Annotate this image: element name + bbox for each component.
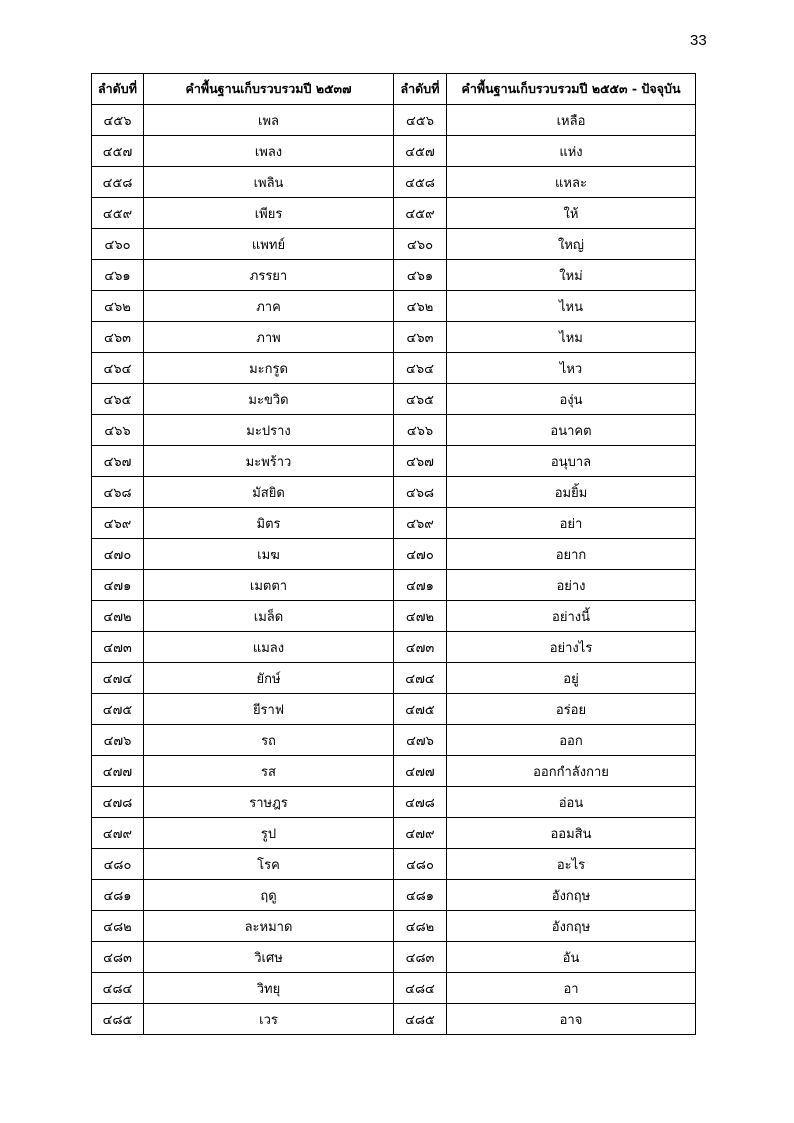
cell-word-2553: ใหม่	[447, 260, 696, 291]
cell-word-2537: มิตร	[144, 508, 394, 539]
table-row	[92, 136, 696, 167]
cell-word-2553: แห่ง	[447, 136, 696, 167]
cell-order-number-2537: ๔๗๑	[92, 570, 144, 601]
cell-word-2537: ภรรยา	[144, 260, 394, 291]
cell-order-number-2553: ๔๖๕	[394, 384, 447, 415]
table-row	[92, 849, 696, 880]
cell-order-number-2537: ๔๘๔	[92, 973, 144, 1004]
cell-word-2537: ยีราฟ	[144, 694, 394, 725]
table-row	[92, 973, 696, 1004]
table-row	[92, 167, 696, 198]
cell-order-number-2537: ๔๗๒	[92, 601, 144, 632]
cell-order-number-2537: ๔๖๑	[92, 260, 144, 291]
cell-word-2537: วิเศษ	[144, 942, 394, 973]
cell-order-number-2537: ๔๘๐	[92, 849, 144, 880]
table-row	[92, 508, 696, 539]
cell-word-2553: ออกกำลังกาย	[447, 756, 696, 787]
cell-word-2553: ไหม	[447, 322, 696, 353]
cell-word-2553: อา	[447, 973, 696, 1004]
table-row	[92, 353, 696, 384]
cell-word-2537: เมตตา	[144, 570, 394, 601]
cell-word-2553: อย่างนี้	[447, 601, 696, 632]
cell-order-number-2553: ๔๗๐	[394, 539, 447, 570]
cell-order-number-2537: ๔๖๔	[92, 353, 144, 384]
cell-word-2537: มะปราง	[144, 415, 394, 446]
cell-order-number-2553: ๔๕๖	[394, 105, 447, 136]
cell-word-2537: วิทยุ	[144, 973, 394, 1004]
cell-order-number-2537: ๔๖๓	[92, 322, 144, 353]
cell-word-2553: อัน	[447, 942, 696, 973]
cell-word-2553: อ่อน	[447, 787, 696, 818]
cell-word-2537: โรค	[144, 849, 394, 880]
cell-word-2537: เมล็ด	[144, 601, 394, 632]
cell-order-number-2537: ๔๖๘	[92, 477, 144, 508]
cell-word-2537: แพทย์	[144, 229, 394, 260]
header-basic-words-2537: คำพื้นฐานเก็บรวบรวมปี ๒๕๓๗	[144, 74, 394, 105]
cell-order-number-2553: ๔๗๔	[394, 663, 447, 694]
cell-word-2553: อนุบาล	[447, 446, 696, 477]
cell-word-2553: อย่างไร	[447, 632, 696, 663]
cell-order-number-2537: ๔๖๒	[92, 291, 144, 322]
table-body	[92, 105, 696, 1035]
cell-order-number-2537: ๔๗๖	[92, 725, 144, 756]
cell-order-number-2553: ๔๘๔	[394, 973, 447, 1004]
cell-word-2553: อย่าง	[447, 570, 696, 601]
cell-order-number-2553: ๔๗๗	[394, 756, 447, 787]
cell-word-2553: ไหน	[447, 291, 696, 322]
cell-order-number-2537: ๔๗๔	[92, 663, 144, 694]
cell-word-2553: อย่า	[447, 508, 696, 539]
cell-order-number-2537: ๔๖๖	[92, 415, 144, 446]
cell-word-2537: ฤดู	[144, 880, 394, 911]
table-row	[92, 229, 696, 260]
cell-word-2553: อยาก	[447, 539, 696, 570]
cell-word-2537: เพล	[144, 105, 394, 136]
cell-word-2537: รถ	[144, 725, 394, 756]
cell-order-number-2553: ๔๗๒	[394, 601, 447, 632]
cell-word-2537: ราษฎร	[144, 787, 394, 818]
cell-word-2537: มะกรูด	[144, 353, 394, 384]
cell-order-number-2553: ๔๗๓	[394, 632, 447, 663]
cell-order-number-2553: ๔๘๓	[394, 942, 447, 973]
cell-order-number-2553: ๔๘๕	[394, 1004, 447, 1035]
cell-order-number-2553: ๔๖๘	[394, 477, 447, 508]
cell-order-number-2537: ๔๖๐	[92, 229, 144, 260]
word-list-table	[91, 73, 696, 1035]
cell-order-number-2537: ๔๕๙	[92, 198, 144, 229]
table-row	[92, 911, 696, 942]
cell-order-number-2553: ๔๗๘	[394, 787, 447, 818]
table-row	[92, 291, 696, 322]
table-row	[92, 787, 696, 818]
table-row	[92, 632, 696, 663]
cell-word-2553: ใหญ่	[447, 229, 696, 260]
table-row	[92, 105, 696, 136]
cell-word-2537: มะพร้าว	[144, 446, 394, 477]
cell-word-2537: มัสยิด	[144, 477, 394, 508]
table-row	[92, 818, 696, 849]
page-number: 33	[690, 32, 707, 49]
cell-word-2553: องุ่น	[447, 384, 696, 415]
cell-order-number-2537: ๔๖๗	[92, 446, 144, 477]
cell-order-number-2553: ๔๖๔	[394, 353, 447, 384]
cell-order-number-2537: ๔๘๒	[92, 911, 144, 942]
cell-order-number-2553: ๔๕๘	[394, 167, 447, 198]
header-order-number-2537: ลำดับที่	[92, 74, 144, 105]
cell-order-number-2537: ๔๗๘	[92, 787, 144, 818]
table-row	[92, 415, 696, 446]
cell-word-2553: ออก	[447, 725, 696, 756]
cell-order-number-2553: ๔๕๗	[394, 136, 447, 167]
cell-order-number-2553: ๔๖๙	[394, 508, 447, 539]
cell-order-number-2553: ๔๖๑	[394, 260, 447, 291]
cell-word-2537: เพลง	[144, 136, 394, 167]
table-row	[92, 663, 696, 694]
cell-word-2537: ละหมาด	[144, 911, 394, 942]
table-row	[92, 694, 696, 725]
cell-word-2537: เวร	[144, 1004, 394, 1035]
cell-order-number-2537: ๔๗๙	[92, 818, 144, 849]
cell-word-2553: อร่อย	[447, 694, 696, 725]
cell-word-2553: ออมสิน	[447, 818, 696, 849]
header-order-number-2553: ลำดับที่	[394, 74, 447, 105]
table-row	[92, 477, 696, 508]
cell-order-number-2537: ๔๗๓	[92, 632, 144, 663]
table-row	[92, 942, 696, 973]
cell-word-2553: อมยิ้ม	[447, 477, 696, 508]
table-row	[92, 322, 696, 353]
cell-order-number-2537: ๔๕๘	[92, 167, 144, 198]
cell-order-number-2553: ๔๗๑	[394, 570, 447, 601]
cell-order-number-2553: ๔๗๕	[394, 694, 447, 725]
cell-order-number-2553: ๔๘๐	[394, 849, 447, 880]
cell-word-2537: แมลง	[144, 632, 394, 663]
cell-word-2553: อังกฤษ	[447, 911, 696, 942]
cell-order-number-2537: ๔๕๗	[92, 136, 144, 167]
cell-word-2537: มะขวิด	[144, 384, 394, 415]
table-row	[92, 570, 696, 601]
table-row	[92, 756, 696, 787]
cell-order-number-2553: ๔๖๓	[394, 322, 447, 353]
table-row	[92, 601, 696, 632]
cell-word-2537: ยักษ์	[144, 663, 394, 694]
cell-order-number-2553: ๔๖๖	[394, 415, 447, 446]
cell-order-number-2537: ๔๘๑	[92, 880, 144, 911]
cell-order-number-2537: ๔๖๕	[92, 384, 144, 415]
cell-word-2553: อะไร	[447, 849, 696, 880]
cell-order-number-2537: ๔๗๕	[92, 694, 144, 725]
cell-order-number-2553: ๔๖๗	[394, 446, 447, 477]
cell-order-number-2537: ๔๘๕	[92, 1004, 144, 1035]
cell-order-number-2537: ๔๗๐	[92, 539, 144, 570]
cell-word-2537: รูป	[144, 818, 394, 849]
cell-word-2553: เหลือ	[447, 105, 696, 136]
table-row	[92, 384, 696, 415]
cell-order-number-2553: ๔๗๙	[394, 818, 447, 849]
table-row	[92, 1004, 696, 1035]
cell-word-2553: อังกฤษ	[447, 880, 696, 911]
cell-order-number-2537: ๔๖๙	[92, 508, 144, 539]
cell-word-2553: ไหว	[447, 353, 696, 384]
cell-word-2537: ภาค	[144, 291, 394, 322]
cell-order-number-2553: ๔๖๐	[394, 229, 447, 260]
cell-word-2553: อาจ	[447, 1004, 696, 1035]
cell-order-number-2553: ๔๘๒	[394, 911, 447, 942]
cell-order-number-2537: ๔๗๗	[92, 756, 144, 787]
table-row	[92, 198, 696, 229]
cell-order-number-2553: ๔๕๙	[394, 198, 447, 229]
cell-order-number-2553: ๔๖๒	[394, 291, 447, 322]
table-header-row	[92, 74, 696, 105]
header-basic-words-2553: คำพื้นฐานเก็บรวบรวมปี ๒๕๕๓ - ปัจจุบัน	[447, 74, 696, 105]
cell-order-number-2537: ๔๘๓	[92, 942, 144, 973]
cell-word-2537: รส	[144, 756, 394, 787]
table-row	[92, 725, 696, 756]
table-row	[92, 260, 696, 291]
cell-word-2537: เมฆ	[144, 539, 394, 570]
cell-order-number-2553: ๔๘๑	[394, 880, 447, 911]
table-row	[92, 880, 696, 911]
table-row	[92, 446, 696, 477]
cell-word-2537: เพียร	[144, 198, 394, 229]
table-row	[92, 539, 696, 570]
cell-order-number-2537: ๔๕๖	[92, 105, 144, 136]
cell-word-2553: ให้	[447, 198, 696, 229]
cell-word-2553: อนาคต	[447, 415, 696, 446]
cell-order-number-2553: ๔๗๖	[394, 725, 447, 756]
cell-word-2537: เพลิน	[144, 167, 394, 198]
cell-word-2553: แหละ	[447, 167, 696, 198]
cell-word-2553: อยู่	[447, 663, 696, 694]
cell-word-2537: ภาพ	[144, 322, 394, 353]
